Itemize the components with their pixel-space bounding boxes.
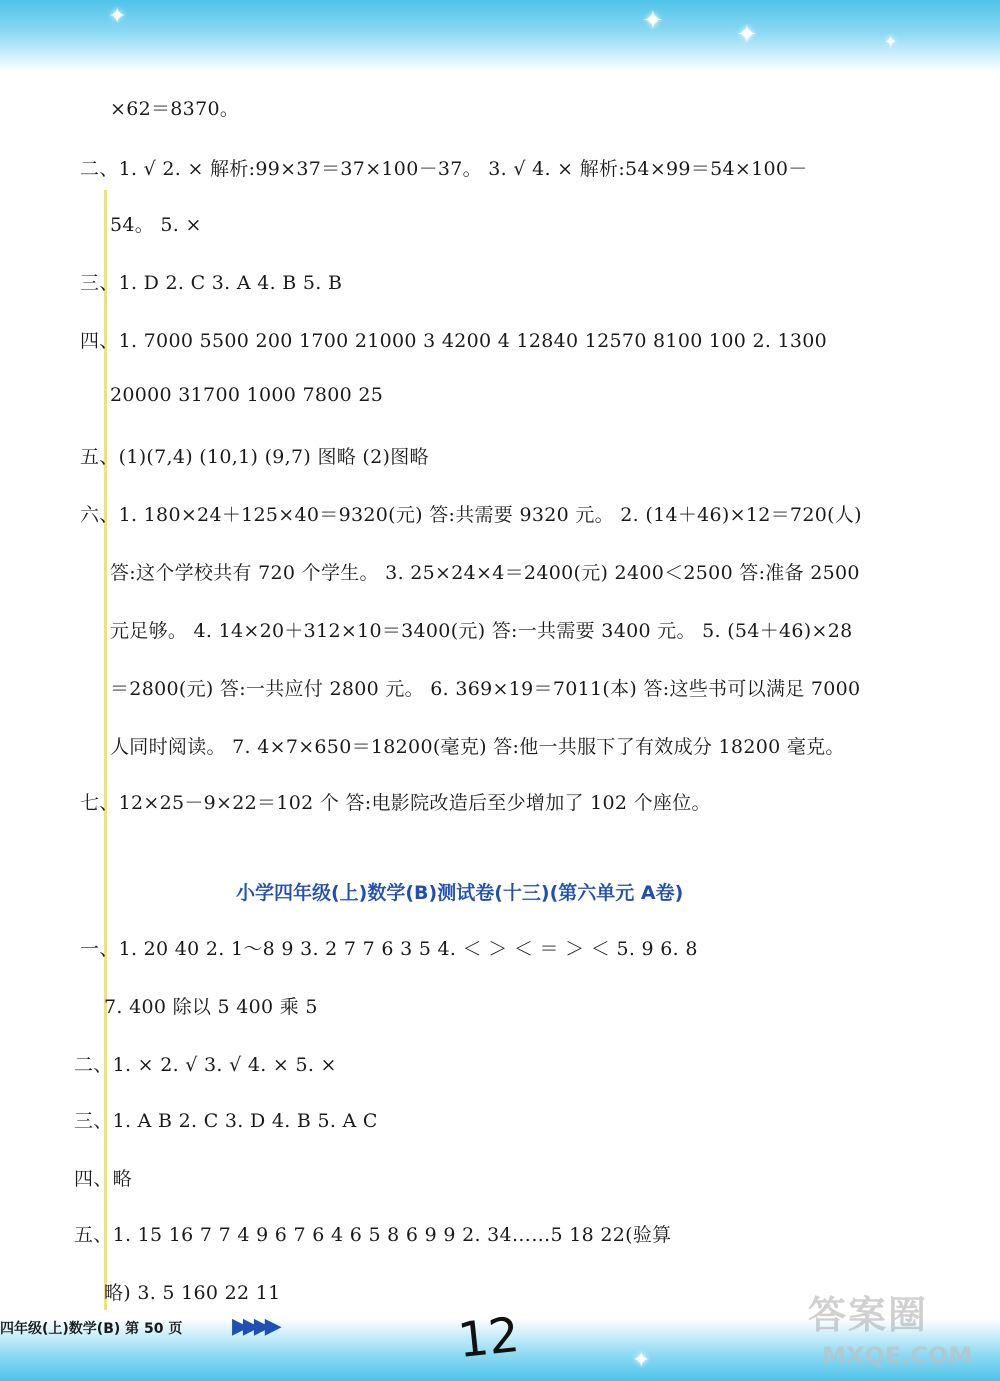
answer-line-5: 四、1. 7000 5500 200 1700 21000 3 4200 4 12840 12570 8100 100 2. 1300 — [80, 330, 828, 352]
answer-line-10: 元足够。 4. 14×20＋312×10＝3400(元) 答:一共需要 3400 元。 5. (54＋46)×28 — [110, 620, 853, 642]
answer-line-12: 人同时阅读。 7. 4×7×650＝18200(毫克) 答:他一共服下了有效成分 18200 毫克。 — [110, 736, 845, 758]
section-title: 小学四年级(上)数学(B)测试卷(十三)(第六单元 A卷) — [236, 882, 684, 904]
answer-line-1: ×62＝8370。 — [110, 98, 240, 120]
answer-line-16: 二、1. × 2. √ 3. √ 4. × 5. × — [74, 1054, 337, 1076]
sparkle-icon: ✦ — [736, 20, 758, 50]
margin-line — [104, 190, 107, 1310]
answer-line-11: ＝2800(元) 答:一共应付 2800 元。 6. 369×19＝7011(本) 答:这些书可以满足 7000 — [110, 678, 861, 700]
watermark-logo: 答案圈 — [808, 1293, 929, 1337]
answer-line-17: 三、1. A B 2. C 3. D 4. B 5. A C — [74, 1110, 378, 1132]
page-footer: 四年级(上)数学(B) 第 50 页 — [0, 1321, 183, 1337]
watermark-url: MXQE.COM — [822, 1342, 973, 1370]
answer-line-15: 7. 400 除以 5 400 乘 5 — [104, 996, 318, 1018]
answer-line-6: 20000 31700 1000 7800 25 — [110, 384, 384, 406]
sparkle-icon: ✦ — [884, 32, 898, 51]
sparkle-icon: ✦ — [632, 1348, 651, 1373]
sparkle-icon: ✦ — [108, 4, 127, 29]
top-decorative-band — [0, 0, 1000, 72]
answer-line-4: 三、1. D 2. C 3. A 4. B 5. B — [80, 272, 343, 294]
handwritten-page-number: 12 — [455, 1306, 522, 1370]
sparkle-icon: ✦ — [642, 6, 664, 36]
answer-line-19: 五、1. 15 16 7 7 4 9 6 7 6 4 6 5 8 6 9 9 2. 34……5 18 22(验算 — [74, 1224, 672, 1246]
arrows-icon: ▶▶▶▶ — [232, 1314, 276, 1339]
answer-line-20: 略) 3. 5 160 22 11 — [104, 1282, 281, 1304]
answer-line-13: 七、12×25－9×22＝102 个 答:电影院改造后至少增加了 102 个座位。 — [80, 792, 711, 814]
answer-line-8: 六、1. 180×24＋125×40＝9320(元) 答:共需要 9320 元。 2. (14＋46)×12＝720(人) — [80, 504, 862, 526]
answer-line-3: 54。 5. × — [110, 214, 202, 236]
answer-line-14: 一、1. 20 40 2. 1～8 9 3. 2 7 7 6 3 5 4. ＜ ＞ ＜ ＝ ＞ ＜ 5. 9 6. 8 — [80, 938, 698, 960]
answer-line-9: 答:这个学校共有 720 个学生。 3. 25×24×4＝2400(元) 2400＜2500 答:准备 2500 — [110, 562, 860, 584]
answer-line-7: 五、(1)(7,4) (10,1) (9,7) 图略 (2)图略 — [80, 446, 429, 468]
answer-line-18: 四、略 — [74, 1168, 132, 1190]
answer-line-2: 二、1. √ 2. × 解析:99×37＝37×100－37。 3. √ 4. × 解析:54×99＝54×100－ — [80, 158, 808, 180]
